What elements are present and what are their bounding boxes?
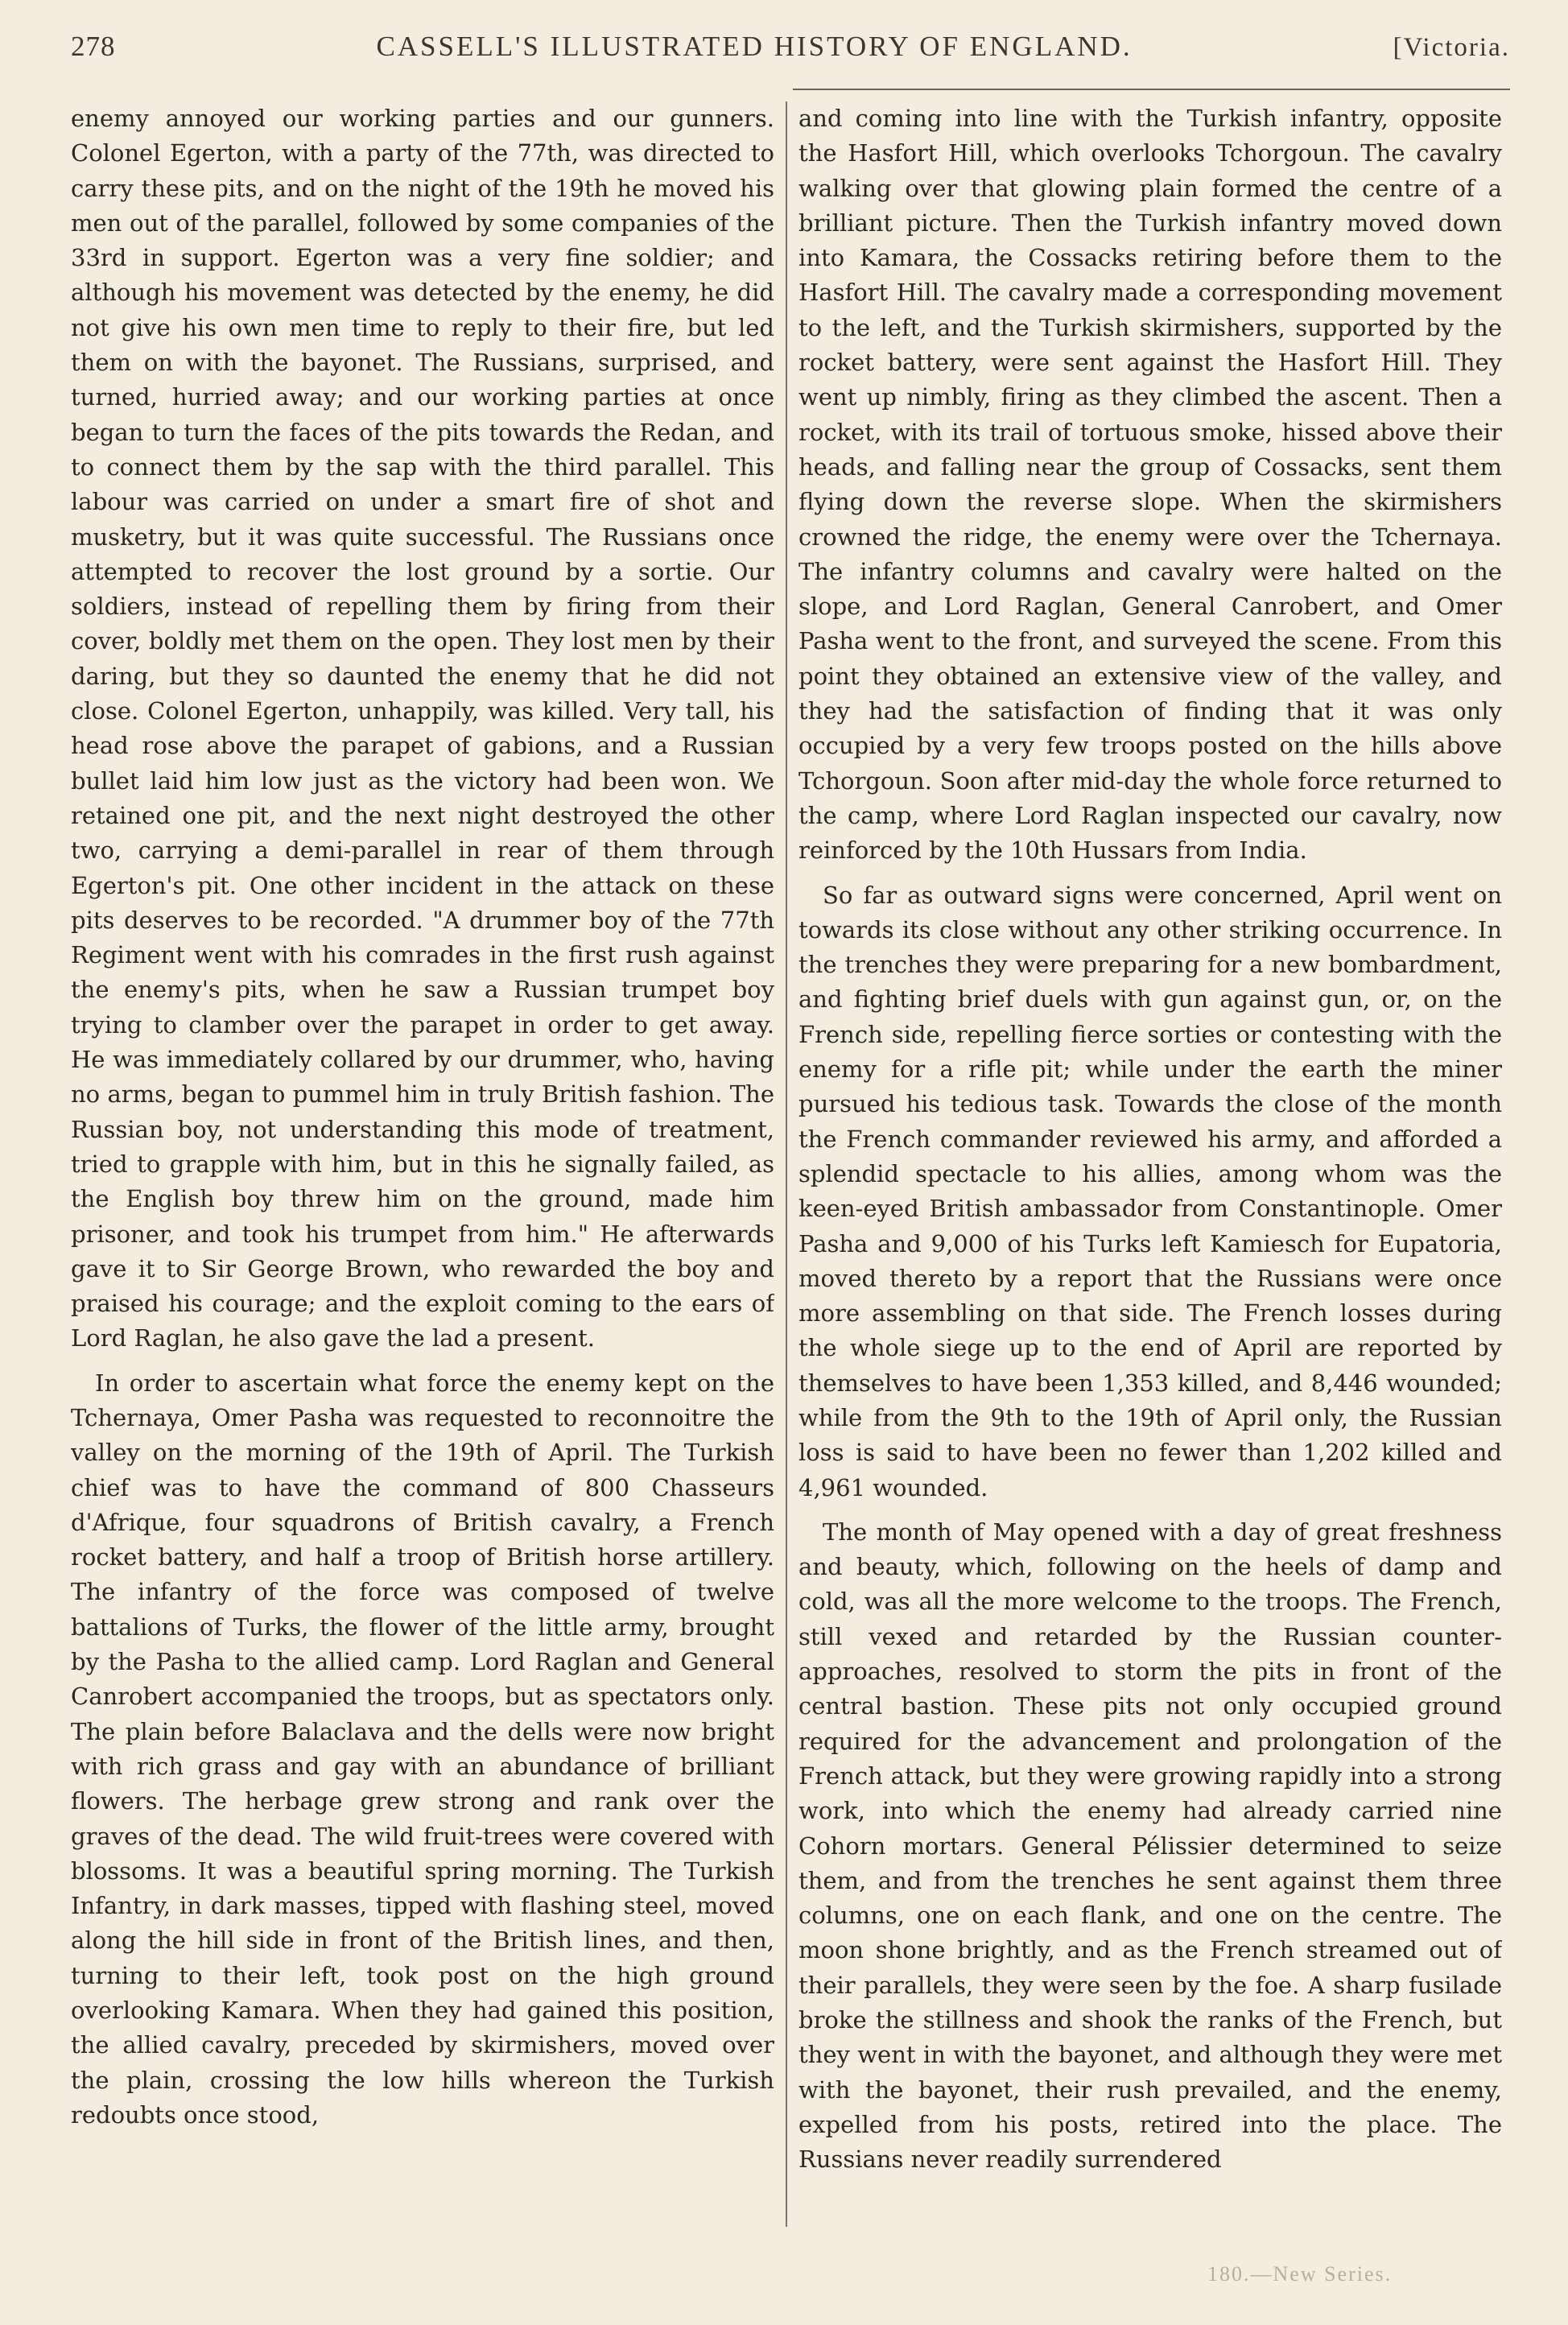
bleed-through-text: 180.—New Series. [1207,2262,1393,2286]
paragraph: and coming into line with the Turkish infantry, opposite the Hasfort Hill, which overlooks Tchorgoun. The cavalry walking over that glowing plain formed the centre of a brilliant picture. Then the Turkish infantry moved down into Kamara, the Cossacks retiring before them to the Hasfort Hill. The cavalry made a corresponding movement to the left, and the Turkish skirmishers, supported by the rocket battery, were sent against the Hasfort Hill. They went up nimbly, firing as they climbed the ascent. Then a rocket, with its trail of tortuous smoke, hissed above their heads, and falling near the group of Cossacks, sent them flying down the reverse slope. When the skirmishers crowned the ridge, the enemy were over the Tchernaya. The infantry columns and cavalry were halted on the slope, and Lord Raglan, General Canrobert, and Omer Pasha went to the front, and surveyed the scene. From this point they obtained an extensive view of the valley, and they had the satisfaction of finding that it was only occupied by a very few troops posted on the hills above Tchorgoun. Soon after mid-day the whole force returned to the camp, where Lord Raglan inspected our cavalry, now reinforced by the 10th Hussars from India. [798,105,1502,865]
running-title: CASSELL'S ILLUSTRATED HISTORY OF ENGLAND. [376,31,1133,62]
paragraph: enemy annoyed our working parties and our gunners. Colonel Egerton, with a party of the 77th, was directed to carry these pits, and on the night of the 19th he moved his men out of the parallel, followed by some companies of the 33rd in support. Egerton was a very fine soldier; and although his movement was detected by the enemy, he did not give his own men time to reply to their fire, but led them on with the bayonet. The Russians, surprised, and turned, hurried away; and our working parties at once began to turn the faces of the pits towards the Redan, and to connect them by the sap with the third parallel. This labour was carried on under a smart fire of shot and musketry, but it was quite successful. The Russians once attempted to recover the lost ground by a sortie. Our soldiers, instead of repelling them by firing from their cover, boldly met them on the open. They lost men by their daring, but they so daunted the enemy that he did not close. Colonel Egerton, unhappily, was killed. Very tall, his head rose above the parapet of gabions, and a Russian bullet laid him low just as the victory had been won. We retained one pit, and the next night destroyed the other two, carrying a demi-parallel in rear of them through Egerton's pit. One other incident in the attack on these pits deserves to be recorded. "A drummer boy of the 77th Regiment went with his comrades in the first rush against the enemy's pits, when he saw a Russian trumpet boy trying to clamber over the parapet in order to get away. He was immediately collared by our drummer, who, having no arms, began to pummel him in truly British fashion. The Russian boy, not understanding this mode of treatment, tried to grapple with him, but in this he signally failed, as the English boy threw him on the ground, made him prisoner, and took his trumpet from him." He afterwards gave it to Sir George Brown, who rewarded the boy and praised his courage; and the exploit coming to the ears of Lord Raglan, he also gave the lad a present. [71,105,774,1352]
column-divider [786,101,787,2227]
paragraph: So far as outward signs were concerned, April went on towards its close without any other striking occurrence. In the trenches they were preparing for a new bombardment, and fighting brief duels with gun against gun, or, on the French side, repelling fierce sorties or contesting with the enemy for a rifle pit; while under the earth the miner pursued his tedious task. Towards the close of the month the French commander reviewed his army, and afforded a splendid spectacle to his allies, among whom was the keen-eyed British ambassador from Constantinople. Omer Pasha and 9,000 of his Turks left Kamiesch for Eupatoria, moved thereto by a report that the Russians were once more assembling on that side. The French losses during the whole siege up to the end of April are reported by themselves to have been 1,353 killed, and 8,446 wounded; while from the 9th to the 19th of April only, the Russian loss is said to have been no fewer than 1,202 killed and 4,961 wounded. [798,881,1502,1501]
reign-label: [Victoria. [1393,33,1510,62]
page-number: 278 [71,31,116,62]
paragraph: In order to ascertain what force the enemy kept on the Tchernaya, Omer Pasha was requested to reconnoitre the valley on the morning of the 19th of April. The Turkish chief was to have the command of 800 Chasseurs d'Afrique, four squadrons of British cavalry, a French rocket battery, and half a troop of British horse artillery. The infantry of the force was composed of twelve battalions of Turks, the flower of the little army, brought by the Pasha to the allied camp. Lord Raglan and General Canrobert accompanied the troops, but as spectators only. The plain before Balaclava and the dells were now bright with rich grass and gay with an abundance of brilliant flowers. The herbage grew strong and rank over the graves of the dead. The wild fruit-trees were covered with blossoms. It was a beautiful spring morning. The Turkish Infantry, in dark masses, tipped with flashing steel, moved along the hill side in front of the British lines, and then, turning to their left, took post on the high ground overlooking Kamara. When they had gained this position, the allied cavalry, preceded by skirmishers, moved over the plain, crossing the low hills whereon the Turkish redoubts once stood, [71,1369,774,2129]
right-column [798,101,1502,2275]
paragraph: The month of May opened with a day of great freshness and beauty, which, following on the heels of damp and cold, was all the more welcome to the troops. The French, still vexed and retarded by the Russian counter-approaches, resolved to storm the pits in front of the central bastion. These pits not only occupied ground required for the advancement and prolongation of the French attack, but they were growing rapidly into a strong work, into which the enemy had already carried nine Cohorn mortars. General Pélissier determined to seize them, and from the trenches he sent against them three columns, one on each flank, and one on the centre. The moon shone brightly, and as the French streamed out of their parallels, they were seen by the foe. A sharp fusilade broke the stillness and shook the ranks of the French, but they went in with the bayonet, and although they were met with the bayonet, their rush prevailed, and the enemy, expelled from his posts, retired into the place. The Russians never readily surrendered [798,1518,1502,2174]
header-rule [793,89,1510,90]
left-column [71,101,774,2275]
page-header [71,31,1510,79]
